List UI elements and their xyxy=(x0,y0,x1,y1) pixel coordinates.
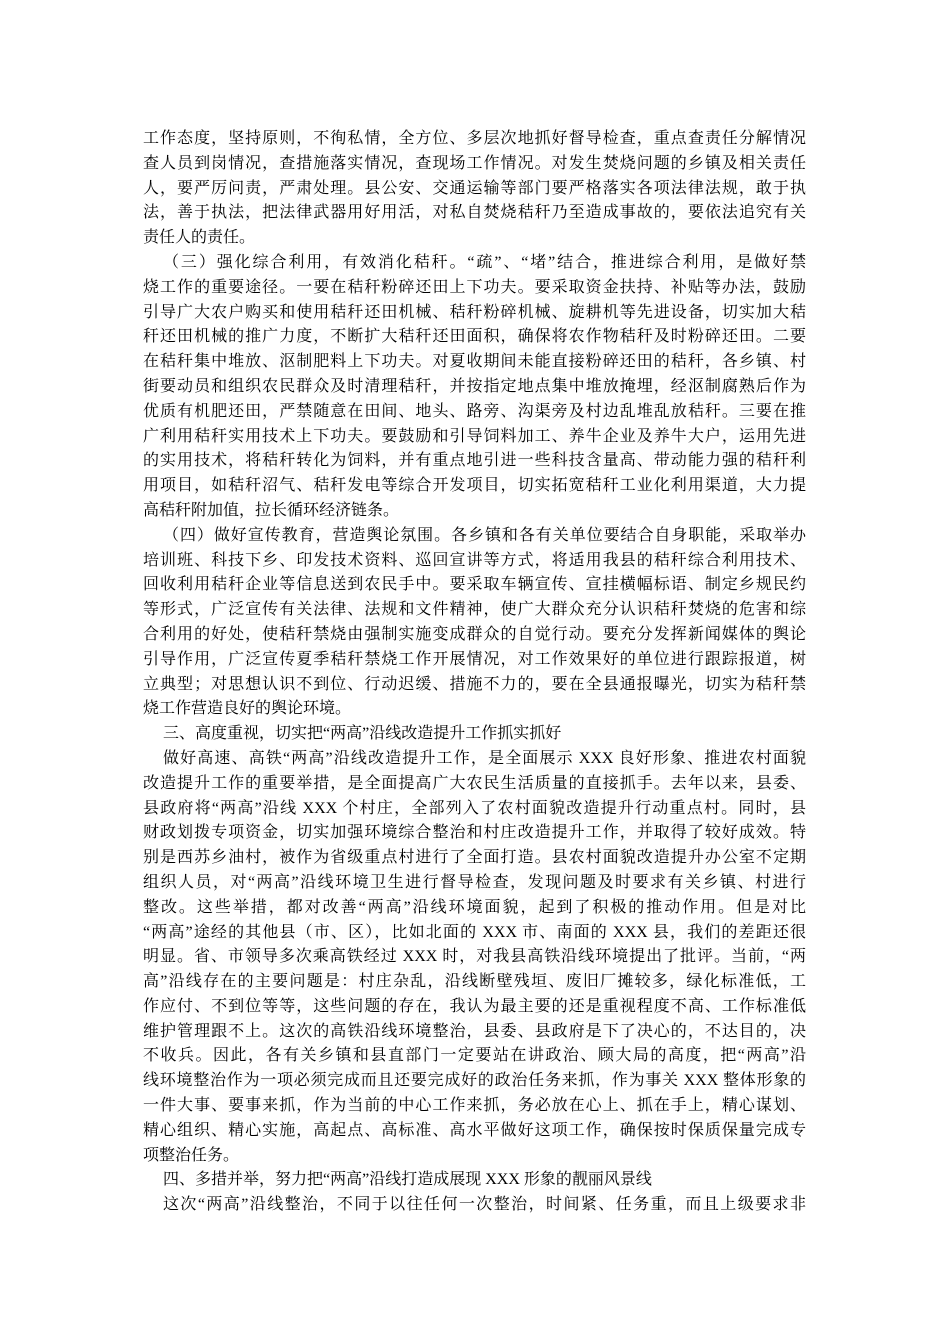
text-line: 培训班、科技下乡、印发技术资料、巡回宣讲等方式，将适用我县的秸秆综合利用技术、 xyxy=(143,551,806,569)
paragraph xyxy=(143,1193,806,1218)
text-line: 在秸秆集中堆放、沤制肥料上下功夫。对夏收期间未能直接粉碎还田的秸秆，各乡镇、村 xyxy=(143,353,806,371)
paragraph xyxy=(143,747,806,1169)
text-line: 维护管理跟不上。这次的高铁沿线环境整治，县委、县政府是下了决心的，不达目的，决 xyxy=(143,1022,806,1040)
text-line: 查人员到岗情况，查措施落实情况，查现场工作情况。对发生焚烧问题的乡镇及相关责任 xyxy=(143,154,806,172)
text-line: 法，善于执法，把法律武器用好用活，对私自焚烧秸秆乃至造成事故的，要依法追究有关 xyxy=(143,204,806,222)
text-line: 项整治任务。 xyxy=(143,1146,240,1164)
text-line: 精心组织、精心实施，高起点、高标准、高水平做好这项工作，确保按时保质保量完成专 xyxy=(143,1121,806,1139)
text-line: 优质有机肥还田，严禁随意在田间、地头、路旁、沟渠旁及村边乱堆乱放秸秆。三要在推 xyxy=(143,402,806,420)
text-line: 烧工作的重要途径。一要在秸秆粉碎还田上下功夫。要采取资金扶持、补贴等办法，鼓励 xyxy=(143,278,806,296)
text-line: 财政划拨专项资金，切实加强环境综合整治和村庄改造提升工作，并取得了较好成效。特 xyxy=(143,824,806,842)
text-line: 烧工作营造良好的舆论环境。 xyxy=(143,700,352,718)
text-line: 改造提升工作的重要举措，是全面提高广大农民生活质量的直接抓手。去年以来，县委、 xyxy=(143,774,806,792)
text-line: 秆还田机械的推广力度，不断扩大秸秆还田面积，确保将农作物秸秆及时粉碎还田。二要 xyxy=(143,328,806,346)
paragraph xyxy=(143,127,806,251)
text-line: 一件大事、要事来抓，作为当前的中心工作来抓，务必放在心上、抓在手上，精心谋划、 xyxy=(143,1097,806,1115)
text-line: 引导广大农户购买和使用秸秆还田机械、秸秆粉碎机械、旋耕机等先进设备，切实加大秸 xyxy=(143,303,806,321)
text-line: “两高”途经的其他县（市、区），比如北面的 XXX 市、南面的 XXX 县，我们的差距还很 xyxy=(143,923,806,941)
text-line: 别是西苏乡油村，被作为省级重点村进行了全面打造。县农村面貌改造提升办公室不定期 xyxy=(143,849,806,867)
text-line: 合利用的好处，使秸秆禁烧由强制实施变成群众的自觉行动。要充分发挥新闻媒体的舆论 xyxy=(143,625,806,643)
text-line: 高秸秆附加值，拉长循环经济链条。 xyxy=(143,501,400,519)
text-line: 整改。这些举措，都对改善“两高”沿线环境面貌，起到了积极的推动作用。但是对比 xyxy=(143,898,806,916)
text-line: 用项目，如秸秆沼气、秸秆发电等综合开发项目，切实拓宽秸秆工业化利用渠道，大力提 xyxy=(143,477,806,495)
text-line: 立典型；对思想认识不到位、行动迟缓、措施不力的，要在全县通报曝光，切实为秸秆禁 xyxy=(143,675,806,693)
text-line: 人，要严厉问责，严肃处理。县公安、交通运输等部门要严格落实各项法律法规，敢于执 xyxy=(143,179,806,197)
text-line: 工作态度，坚持原则，不徇私情，全方位、多层次地抓好督导检查，重点查责任分解情况 xyxy=(143,130,806,147)
text-line: 等形式，广泛宣传有关法律、法规和文件精神，使广大群众充分认识秸秆焚烧的危害和综 xyxy=(143,601,806,619)
text-line: 这次“两高”沿线整治，不同于以往任何一次整治，时间紧、任务重，而且上级要求非 xyxy=(163,1196,806,1214)
text-line: （四）做好宣传教育，营造舆论氛围。各乡镇和各有关单位要结合自身职能，采取举办 xyxy=(163,526,806,544)
text-line: 组织人员，对“两高”沿线环境卫生进行督导检查，发现问题及时要求有关乡镇、村进行 xyxy=(143,873,806,891)
text-line: 明显。省、市领导多次乘高铁经过 XXX 时，对我县高铁沿线环境提出了批评。当前，“两 xyxy=(143,948,806,966)
text-line: 的实用技术，将秸秆转化为饲料，并有重点地引进一些科技含量高、带动能力强的秸秆利 xyxy=(143,452,806,470)
paragraph xyxy=(143,524,806,722)
text-line: 责任人的责任。 xyxy=(143,229,256,247)
text-line: （三）强化综合利用，有效消化秸秆。“疏”、“堵”结合，推进综合利用，是做好禁 xyxy=(163,253,806,271)
document-body xyxy=(143,127,806,1218)
text-line: 做好高速、高铁“两高”沿线改造提升工作，是全面展示 XXX 良好形象、推进农村面貌 xyxy=(163,749,806,767)
heading-line: 四、多措并举，努力把“两高”沿线打造成展现 XXX 形象的靓丽风景线 xyxy=(163,1171,652,1189)
text-line: 作应付、不到位等等，这些问题的存在，我认为最主要的还是重视程度不高、工作标准低 xyxy=(143,997,806,1015)
text-line: 高”沿线存在的主要问题是：村庄杂乱，沿线断壁残垣、废旧厂摊较多，绿化标准低，工 xyxy=(143,973,806,991)
text-line: 县政府将“两高”沿线 XXX 个村庄，全部列入了农村面貌改造提升行动重点村。同时，县 xyxy=(143,799,806,817)
section-heading xyxy=(143,722,806,747)
text-line: 引导作用，广泛宣传夏季秸秆禁烧工作开展情况，对工作效果好的单位进行跟踪报道，树 xyxy=(143,650,806,668)
text-line: 不收兵。因此，各有关乡镇和县直部门一定要站在讲政治、顾大局的高度，把“两高”沿 xyxy=(143,1047,806,1065)
text-line: 线环境整治作为一项必须完成而且还要完成好的政治任务来抓，作为事关 XXX 整体形象的 xyxy=(143,1072,806,1090)
paragraph xyxy=(143,251,806,524)
text-line: 街要动员和组织农民群众及时清理秸秆，并按指定地点集中堆放掩埋，经沤制腐熟后作为 xyxy=(143,377,806,395)
section-heading xyxy=(143,1168,806,1193)
text-line: 广利用秸秆实用技术上下功夫。要鼓励和引导饲料加工、养牛企业及养牛大户，运用先进 xyxy=(143,427,806,445)
text-line: 回收利用秸秆企业等信息送到农民手中。要采取车辆宣传、宣挂横幅标语、制定乡规民约 xyxy=(143,576,806,594)
heading-line: 三、高度重视，切实把“两高”沿线改造提升工作抓实抓好 xyxy=(163,725,562,743)
